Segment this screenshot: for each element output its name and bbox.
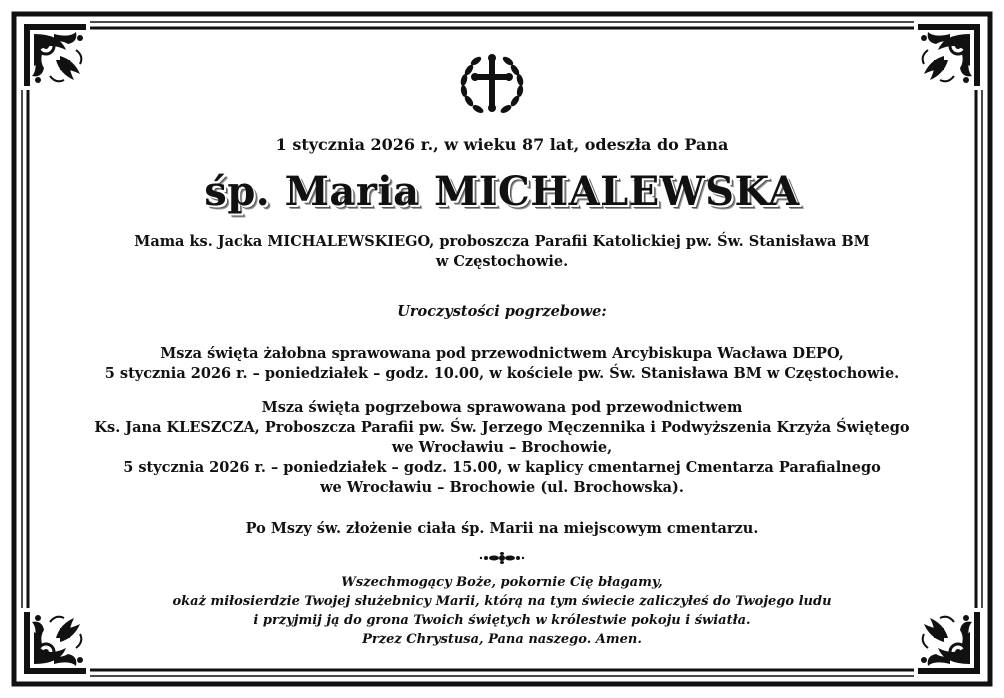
prayer-line-3: i przyjmij ją do grona Twoich świętych w królestwie pokoju i światła. [253, 613, 751, 628]
ornamental-divider-icon [478, 551, 526, 565]
mass1-line-1: Msza święta żałobna sprawowana pod przewodnictwem Arcybiskupa Wacława DEPO, [160, 345, 844, 362]
ceremonies-heading: Uroczystości pogrzebowe: [397, 303, 607, 320]
burial-line: Po Mszy św. złożenie ciała śp. Marii na miejscowym cmentarzu. [245, 520, 759, 537]
intro-line: 1 stycznia 2026 r., w wieku 87 lat, odeszła do Pana [275, 135, 729, 154]
mother-of-line-2: w Częstochowie. [435, 253, 569, 270]
prayer-line-4: Przez Chrystusa, Pana naszego. Amen. [362, 632, 642, 647]
obituary-content [60, 0, 944, 698]
mass2-line-1: Msza święta pogrzebowa sprawowana pod przewodnictwem [261, 399, 743, 416]
mass2-line-3: we Wrocławiu – Brochowie, [391, 439, 613, 456]
mother-of-line-1: Mama ks. Jacka MICHALEWSKIEGO, proboszcza Parafii Katolickiej pw. Św. Stanisława BM [134, 233, 870, 250]
prayer-line-2: okaż miłosierdzie Twojej służebnicy Marii, którą na tym świecie zaliczyłeś do Twojego ludu [172, 594, 832, 609]
mass2-line-5: we Wrocławiu – Brochowie (ul. Brochowska). [320, 479, 684, 496]
mass2-line-4: 5 stycznia 2026 r. – poniedziałek – godz. 15.00, w kaplicy cmentarnej Cmentarza Parafialnego [123, 459, 881, 476]
prayer-line-1: Wszechmogący Boże, pokornie Cię błagamy, [341, 575, 663, 590]
deceased-name: śp. Maria MICHALEWSKA [204, 168, 800, 215]
mass2-line-2: Ks. Jana KLESZCZA, Proboszcza Parafii pw. Św. Jerzego Męczennika i Podwyższenia Krzyża Świętego [94, 419, 910, 436]
mass1-line-2: 5 stycznia 2026 r. – poniedziałek – godz. 10.00, w kościele pw. Św. Stanisława BM w Częstochowie. [104, 365, 900, 382]
